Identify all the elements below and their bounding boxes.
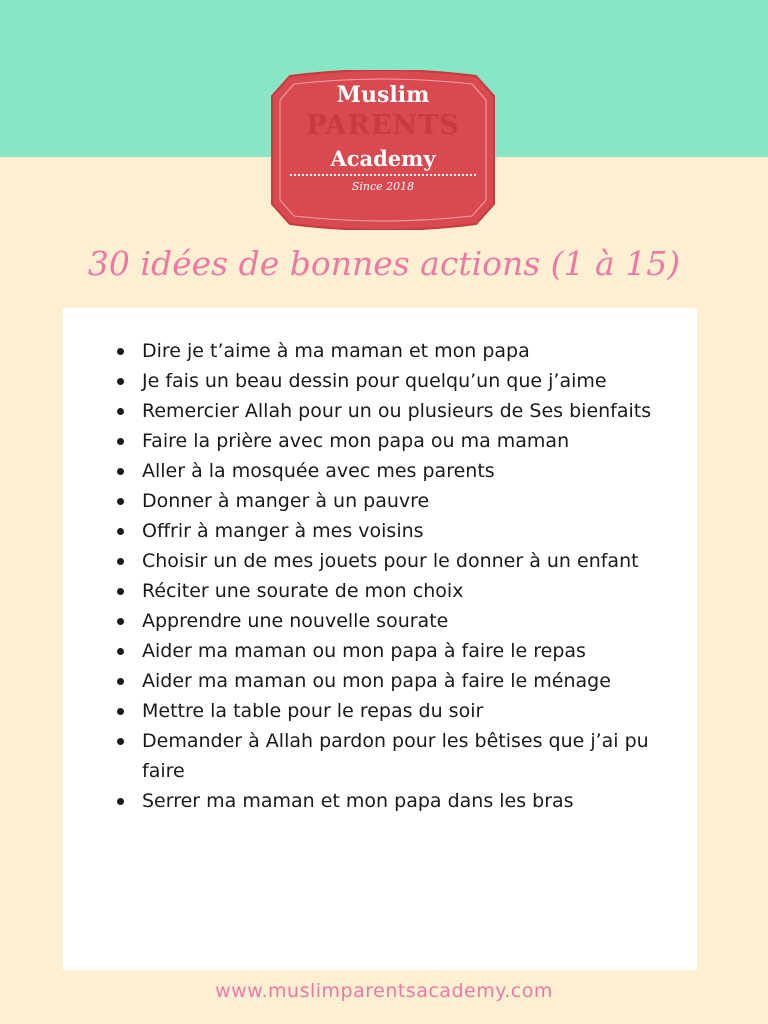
list-item — [63, 366, 697, 396]
list-item-text: Dire je t’aime à ma maman et mon papa — [142, 340, 530, 362]
actions-card — [63, 308, 697, 970]
bullet-icon — [117, 798, 124, 805]
bullet-icon — [117, 648, 124, 655]
list-item — [63, 456, 697, 486]
list-item — [63, 696, 697, 726]
list-item — [63, 336, 697, 366]
logo-since: Since 2018 — [351, 180, 415, 193]
logo-dotted-divider — [290, 174, 476, 176]
list-item — [63, 786, 697, 816]
list-item-text: Réciter une sourate de mon choix — [142, 580, 464, 602]
logo-line-academy: Academy — [330, 146, 436, 171]
bullet-icon — [117, 438, 124, 445]
bullet-icon — [117, 498, 124, 505]
bullet-icon — [117, 468, 124, 475]
list-item-text: Offrir à manger à mes voisins — [142, 520, 424, 542]
list-item-text: Serrer ma maman et mon papa dans les bras — [142, 790, 574, 812]
list-item-text: Donner à manger à un pauvre — [142, 490, 430, 512]
bullet-icon — [117, 708, 124, 715]
bullet-icon — [117, 588, 124, 595]
list-item — [63, 606, 697, 636]
list-item-text: Demander à Allah pardon pour les bêtises que j’ai pu faire — [142, 730, 649, 782]
bullet-icon — [117, 378, 124, 385]
list-item-text: Faire la prière avec mon papa ou ma maman — [142, 430, 570, 452]
list-item-text: Apprendre une nouvelle sourate — [142, 610, 449, 632]
list-item — [63, 546, 697, 576]
list-item-text: Aider ma maman ou mon papa à faire le ménage — [142, 670, 611, 692]
academy-logo — [268, 70, 498, 230]
bullet-icon — [117, 528, 124, 535]
list-item-text: Je fais un beau dessin pour quelqu’un que j’aime — [142, 370, 607, 392]
bullet-icon — [117, 558, 124, 565]
list-item — [63, 486, 697, 516]
bullet-icon — [117, 408, 124, 415]
bullet-icon — [117, 738, 124, 745]
footer-url[interactable]: www.muslimparentsacademy.com — [215, 980, 553, 1002]
bullet-icon — [117, 678, 124, 685]
page-title: 30 idées de bonnes actions (1 à 15) — [87, 244, 681, 283]
logo-line-muslim: Muslim — [336, 82, 430, 108]
list-item-text: Remercier Allah pour un ou plusieurs de Ses bienfaits — [142, 400, 652, 422]
list-item — [63, 666, 697, 696]
list-item — [63, 636, 697, 666]
list-item-text: Aider ma maman ou mon papa à faire le repas — [142, 640, 586, 662]
list-item — [63, 396, 697, 426]
list-item — [63, 726, 697, 786]
logo-line-parents: PARENTS — [306, 110, 460, 141]
list-item-text: Aller à la mosquée avec mes parents — [142, 460, 495, 482]
actions-list — [63, 336, 697, 816]
bullet-icon — [117, 348, 124, 355]
list-item — [63, 576, 697, 606]
bullet-icon — [117, 618, 124, 625]
list-item — [63, 516, 697, 546]
list-item-text: Mettre la table pour le repas du soir — [142, 700, 484, 722]
list-item — [63, 426, 697, 456]
list-item-text: Choisir un de mes jouets pour le donner à un enfant — [142, 550, 639, 572]
